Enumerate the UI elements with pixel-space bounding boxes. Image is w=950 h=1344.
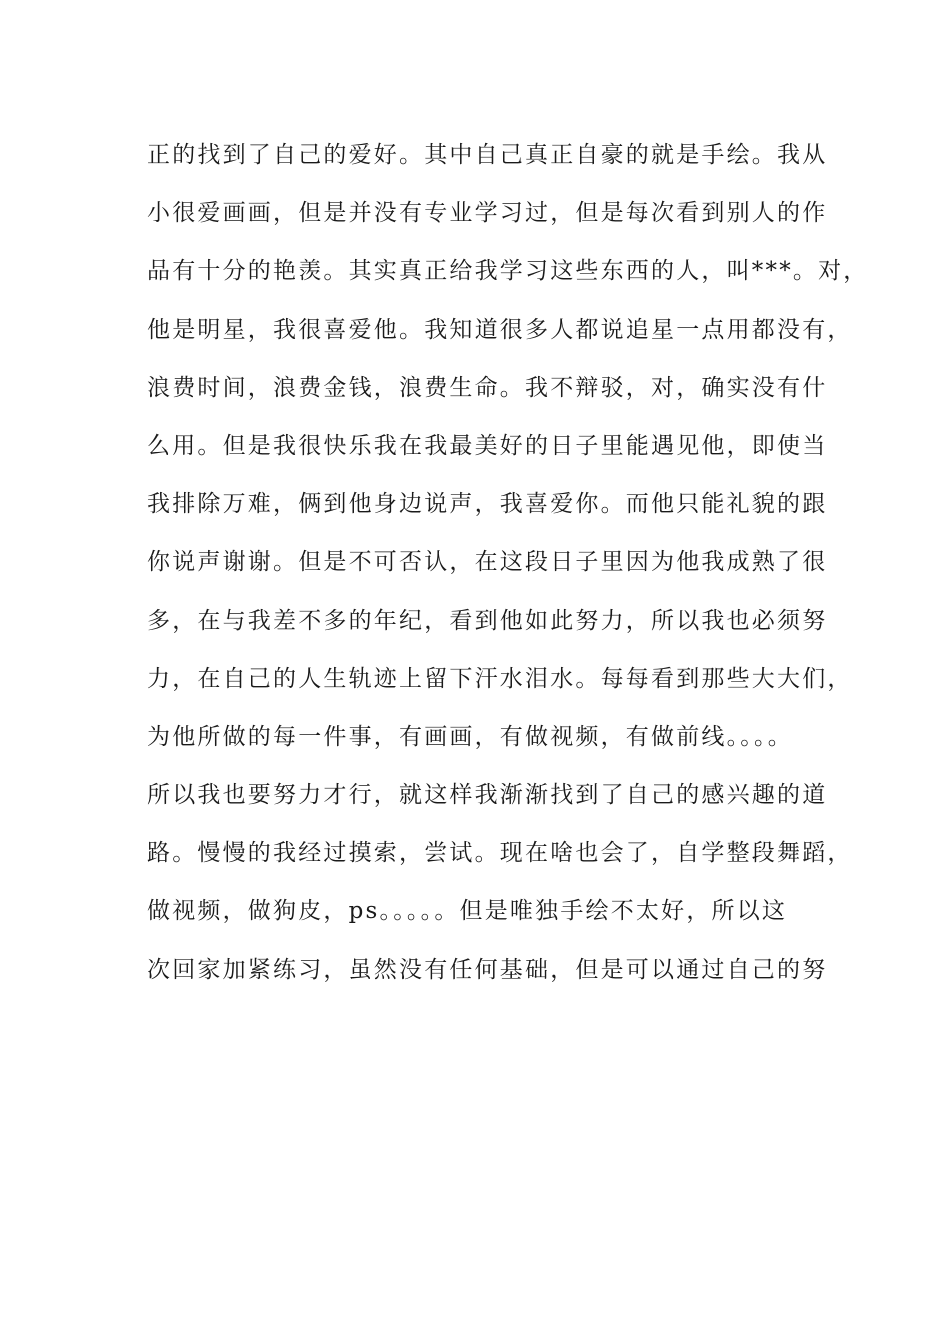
text-line: 次回家加紧练习，虽然没有任何基础，但是可以通过自己的努	[147, 956, 828, 983]
text-line: 力，在自己的人生轨迹上留下汗水泪水。每每看到那些大大们，	[147, 665, 853, 692]
text-line: 做视频，做狗皮，ps。。。。。但是唯独手绘不太好，所以这	[147, 898, 788, 925]
text-line: 浪费时间，浪费金钱，浪费生命。我不辩驳，对，确实没有什	[147, 374, 828, 401]
text-line: 我排除万难，俩到他身边说声，我喜爱你。而他只能礼貌的跟	[147, 491, 828, 518]
text-line: 为他所做的每一件事，有画画，有做视频，有做前线。。。。	[147, 723, 793, 750]
text-line: 你说声谢谢。但是不可否认，在这段日子里因为他我成熟了很	[147, 549, 828, 576]
text-line: 么用。但是我很快乐我在我最美好的日子里能遇见他，即使当	[147, 432, 828, 459]
text-line: 路。慢慢的我经过摸索，尝试。现在啥也会了，自学整段舞蹈，	[147, 840, 853, 867]
text-line: 所以我也要努力才行，就这样我渐渐找到了自己的感兴趣的道	[147, 782, 828, 809]
text-line: 他是明星，我很喜爱他。我知道很多人都说追星一点用都没有，	[147, 316, 853, 343]
body-text	[147, 126, 869, 999]
text-line: 多，在与我差不多的年纪，看到他如此努力，所以我也必须努	[147, 607, 828, 634]
text-line: 正的找到了自己的爱好。其中自己真正自豪的就是手绘。我从	[147, 142, 828, 168]
text-line: 品有十分的艳羡。其实真正给我学习这些东西的人，叫***。对，	[147, 258, 869, 285]
text-line: 小很爱画画，但是并没有专业学习过，但是每次看到别人的作	[147, 200, 828, 227]
